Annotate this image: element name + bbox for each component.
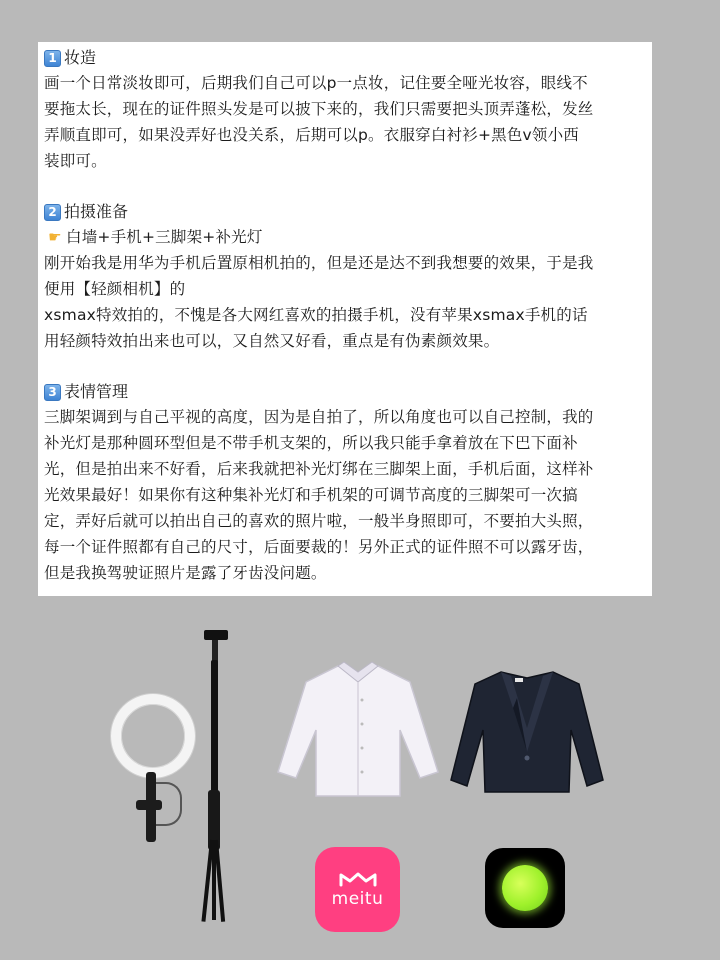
paragraph-line: 但是我换驾驶证照片是露了牙齿没问题。 (44, 564, 327, 582)
section-title-text: 拍摄准备 (64, 202, 129, 221)
section-title (44, 46, 646, 70)
paragraph-line: xsmax特效拍的，不愧是各大网红喜欢的拍摄手机，没有苹果xsmax手机的话 (44, 306, 588, 324)
paragraph-line: 装即可。 (44, 152, 107, 170)
paragraph-line: 光效果最好！如果你有这种集补光灯和手机架的可调节高度的三脚架可一次搞 (44, 486, 578, 504)
paragraph-line: 弄顺直即可，如果没弄好也没关系，后期可以p。衣服穿白衬衫+黑色v领小西 (44, 126, 580, 144)
meitu-logo-icon (338, 871, 378, 887)
section-title-text: 妆造 (64, 48, 97, 67)
instruction-card (38, 42, 652, 596)
paragraph-line: 用轻颜特效拍出来也可以，又自然又好看，重点是有伪素颜效果。 (44, 332, 500, 350)
number-one-icon: 1 (44, 50, 61, 67)
section-makeup (44, 46, 646, 174)
number-two-icon: 2 (44, 204, 61, 221)
section-title-text: 表情管理 (64, 382, 129, 401)
meitu-app-icon[interactable] (315, 847, 400, 932)
paragraph-line: 画一个日常淡妆即可，后期我们自己可以p一点妆，记住要全哑光妆容，眼线不 (44, 74, 588, 92)
equipment-text: 白墙+手机+三脚架+补光灯 (66, 228, 263, 246)
paragraph-line: 便用【轻颜相机】的 (44, 280, 186, 298)
pointing-hand-icon: ☛ (48, 228, 62, 246)
paragraph-line: 每一个证件照都有自己的尺寸，后面要裁的！另外正式的证件照不可以露牙齿， (44, 538, 594, 556)
black-blazer-icon (447, 668, 607, 794)
meitu-app-label: meitu (331, 888, 384, 909)
ring-light-icon (111, 694, 195, 778)
ring-light-cable (156, 782, 182, 826)
paragraph-line: 光，但是拍出来不好看，后来我就把补光灯绑在三脚架上面，手机后面，这样补 (44, 460, 594, 478)
light-camera-app-icon[interactable] (485, 848, 565, 928)
paragraph-line: 要拖太长，现在的证件照头发是可以披下来的，我们只需要把头顶弄蓬松，发丝 (44, 100, 594, 118)
section-title (44, 200, 646, 224)
paragraph-line: 刚开始我是用华为手机后置原相机拍的，但是还是达不到我想要的效果，于是我 (44, 254, 594, 272)
paragraph-line: 定，弄好后就可以拍出自己的喜欢的照片啦，一般半身照即可，不要拍大头照， (44, 512, 594, 530)
equipment-list (44, 224, 646, 250)
number-three-icon: 3 (44, 384, 61, 401)
paragraph-line: 补光灯是那种圆环型但是不带手机支架的，所以我只能手拿着放在下巴下面补 (44, 434, 578, 452)
tripod-phone-mount (204, 630, 228, 640)
section-preparation (44, 200, 646, 354)
paragraph-line: 三脚架调到与自己平视的高度，因为是自拍了，所以角度也可以自己控制，我的 (44, 408, 594, 426)
section-title (44, 380, 646, 404)
white-shirt-icon (272, 660, 444, 800)
tripod-leg (212, 840, 216, 920)
section-expression (44, 380, 646, 586)
tripod-pole (211, 660, 218, 810)
green-dot-icon (502, 865, 548, 911)
